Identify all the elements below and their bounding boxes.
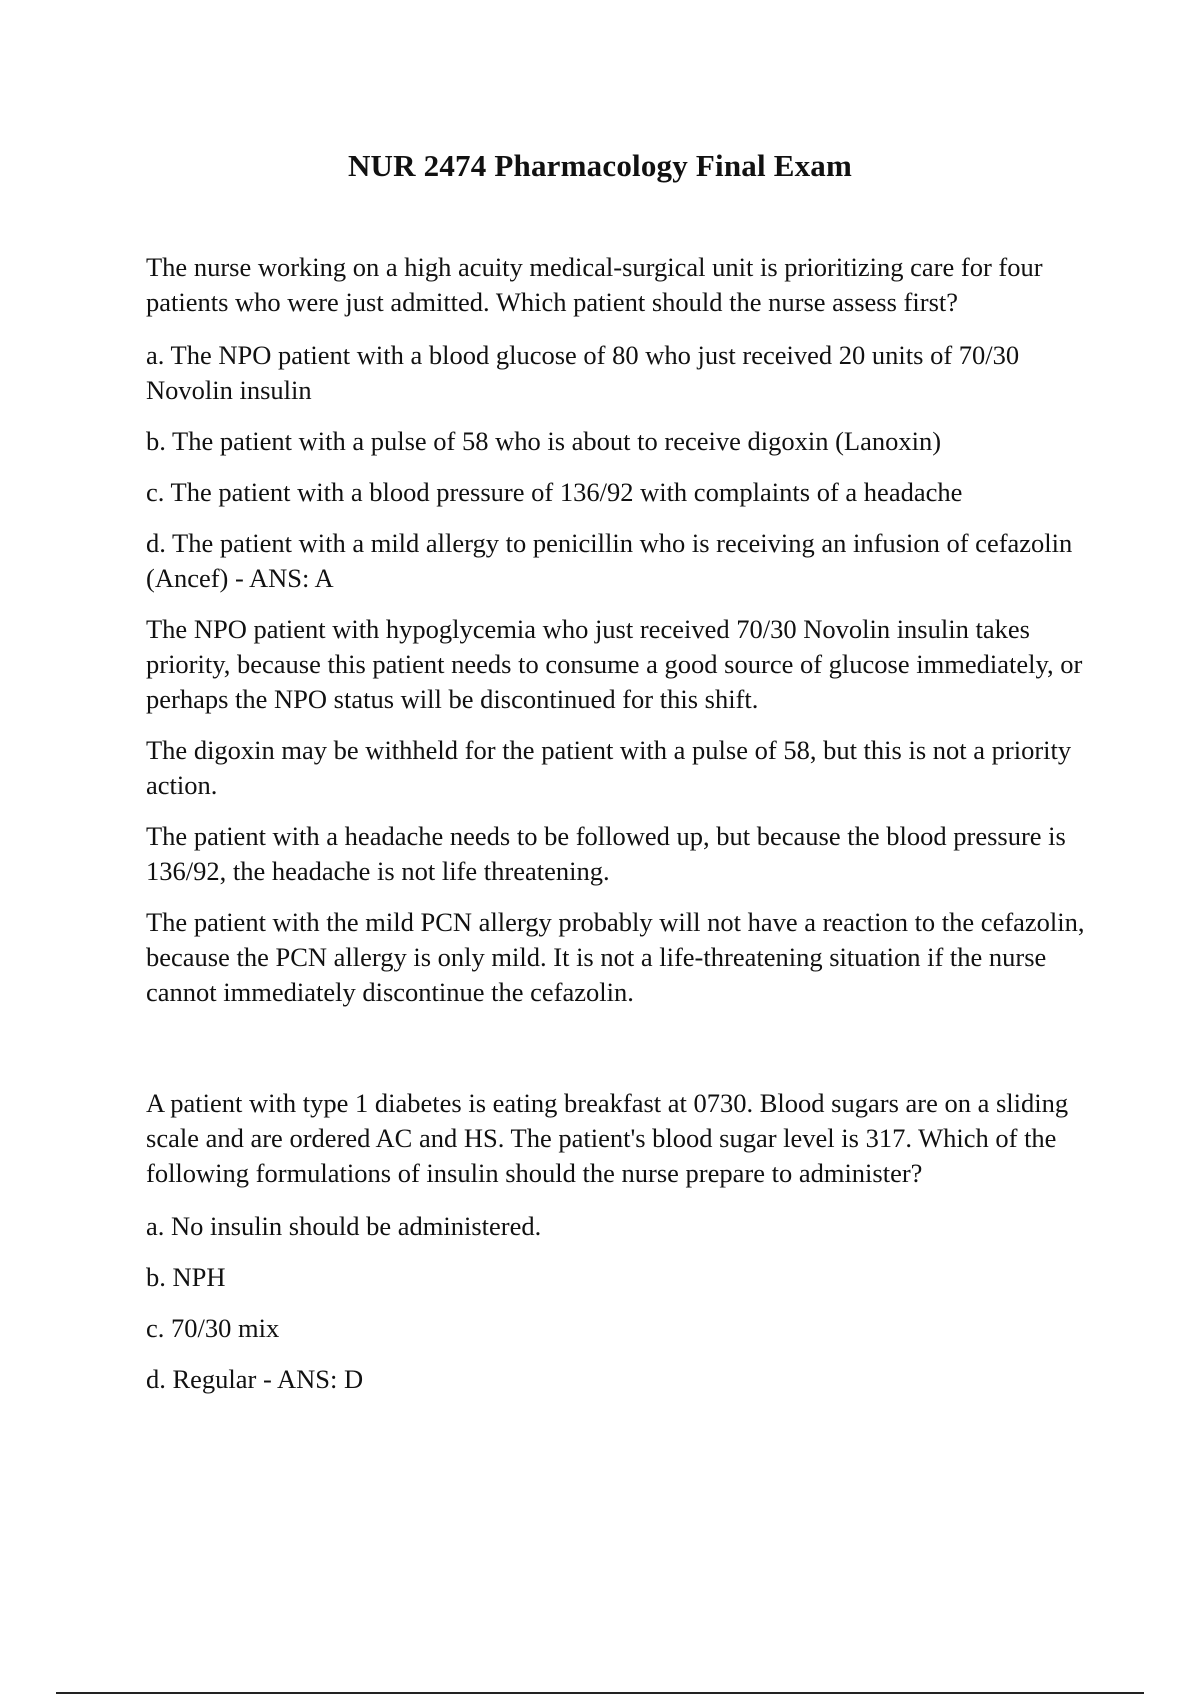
question-1-option-b: b. The patient with a pulse of 58 who is about to receive digoxin (Lanoxin) <box>146 426 942 456</box>
question-2 <box>146 1086 1096 1397</box>
question-2-option-a: a. No insulin should be administered. <box>146 1211 542 1241</box>
question-2-option-b: b. NPH <box>146 1262 226 1292</box>
question-1-option-a: a. The NPO patient with a blood glucose of 80 who just received 20 units of 70/30 Novolin insulin <box>146 340 1020 405</box>
question-1-option-d: d. The patient with a mild allergy to penicillin who is receiving an infusion of cefazolin (Ancef) - ANS: A <box>146 528 1073 593</box>
question-2-stem: A patient with type 1 diabetes is eating breakfast at 0730. Blood sugars are on a sliding scale and are ordered AC and HS. The patient's blood sugar level is 317. Which of the following formulations of insulin should the nurse prepare to administer? <box>146 1088 1069 1188</box>
page-title: NUR 2474 Pharmacology Final Exam <box>347 148 853 183</box>
question-1-stem: The nurse working on a high acuity medical-surgical unit is prioritizing care for four patients who were just admitted. Which patient should the nurse assess first? <box>146 252 1043 317</box>
question-1 <box>146 250 1096 1010</box>
question-2-option-c: c. 70/30 mix <box>146 1313 280 1343</box>
footer-divider <box>56 1692 1144 1694</box>
question-spacer <box>146 1026 1096 1086</box>
question-1-rationale-3: The patient with a headache needs to be followed up, but because the blood pressure is 136/92, the headache is not life threatening. <box>146 821 1066 886</box>
question-2-option-d: d. Regular - ANS: D <box>146 1364 364 1394</box>
document-body <box>146 250 1096 1413</box>
question-1-rationale-4: The patient with the mild PCN allergy probably will not have a reaction to the cefazolin, because the PCN allergy is only mild. It is not a life-threatening situation if the nurse cannot immediately discontinue the cefazolin. <box>146 907 1085 1007</box>
question-1-option-c: c. The patient with a blood pressure of 136/92 with complaints of a headache <box>146 477 963 507</box>
question-1-rationale-2: The digoxin may be withheld for the patient with a pulse of 58, but this is not a priority action. <box>146 735 1072 800</box>
question-1-rationale-1: The NPO patient with hypoglycemia who just received 70/30 Novolin insulin takes priority, because this patient needs to consume a good source of glucose immediately, or perhaps the NPO status will be discontinued for this shift. <box>146 614 1083 714</box>
